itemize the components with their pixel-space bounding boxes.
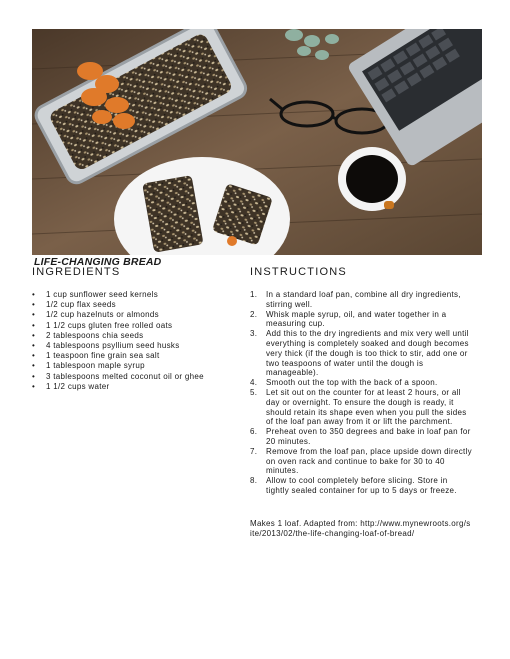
step-text: In a standard loaf pan, combine all dry ingredients, stirring well. bbox=[266, 290, 461, 309]
instruction-step bbox=[250, 378, 472, 388]
instruction-step bbox=[250, 290, 472, 310]
instruction-step bbox=[250, 388, 472, 427]
step-number: 2. bbox=[250, 309, 258, 319]
step-number: 6. bbox=[250, 427, 258, 437]
instructions-list bbox=[250, 290, 472, 496]
step-text: Let sit out on the counter for at least 2 hours, or all day or overnight. To ensure the dough is ready, it should retain its shape even when you pull the sides of the loaf pan away from it or lift the parchment. bbox=[266, 387, 467, 427]
instruction-step bbox=[250, 476, 472, 496]
ingredient-item: • 1 1/2 cups water bbox=[32, 382, 242, 392]
step-number: 4. bbox=[250, 378, 258, 388]
ingredient-item: • 1/2 cup hazelnuts or almonds bbox=[32, 310, 242, 320]
step-text: Add this to the dry ingredients and mix very well until everything is completely soaked and dough becomes very thick (if the dough is too thick to stir, add one or two teaspoons of water until the dough is manageable). bbox=[266, 329, 469, 378]
ingredients-heading: INGREDIENTS bbox=[32, 266, 121, 278]
instruction-step bbox=[250, 310, 472, 330]
step-number: 7. bbox=[250, 446, 258, 456]
source-note: Makes 1 loaf. Adapted from: http://www.mynewroots.org/site/2013/02/the-life-changing-loaf-of-bread/ bbox=[250, 519, 471, 538]
step-text: Remove from the loaf pan, place upside down directly on oven rack and continue to bake for 30 to 40 minutes. bbox=[266, 446, 472, 476]
instruction-step bbox=[250, 329, 472, 378]
ingredient-item: • 3 tablespoons melted coconut oil or ghee bbox=[32, 372, 242, 382]
instructions-heading: INSTRUCTIONS bbox=[250, 266, 347, 278]
step-number: 1. bbox=[250, 290, 258, 299]
instruction-step bbox=[250, 427, 472, 447]
step-text: Allow to cool completely before slicing. Store in tightly sealed container for up to 5 days or freeze. bbox=[266, 476, 457, 495]
ingredient-item: • 1 tablespoon maple syrup bbox=[32, 361, 242, 371]
ingredient-item: • 1 teaspoon fine grain sea salt bbox=[32, 351, 242, 361]
ingredient-item: • 1/2 cup flax seeds bbox=[32, 300, 242, 310]
ingredient-item: • 2 tablespoons chia seeds bbox=[32, 331, 242, 341]
ingredient-item: • 4 tablespoons psyllium seed husks bbox=[32, 341, 242, 351]
instruction-step bbox=[250, 447, 472, 476]
step-text: Preheat oven to 350 degrees and bake in loaf pan for 20 minutes. bbox=[266, 427, 471, 446]
step-text: Smooth out the top with the back of a spoon. bbox=[266, 378, 438, 388]
ingredient-item: • 1 cup sunflower seed kernels bbox=[32, 290, 242, 300]
step-number: 5. bbox=[250, 387, 258, 397]
step-text: Whisk maple syrup, oil, and water together in a measuring cup. bbox=[266, 309, 447, 329]
recipe-title: LIFE-CHANGING BREAD bbox=[34, 256, 162, 268]
ingredients-list bbox=[32, 290, 242, 392]
step-number: 8. bbox=[250, 476, 258, 486]
step-number: 3. bbox=[250, 329, 258, 339]
ingredient-item: • 1 1/2 cups gluten free rolled oats bbox=[32, 321, 242, 331]
recipe-photo bbox=[32, 29, 482, 255]
